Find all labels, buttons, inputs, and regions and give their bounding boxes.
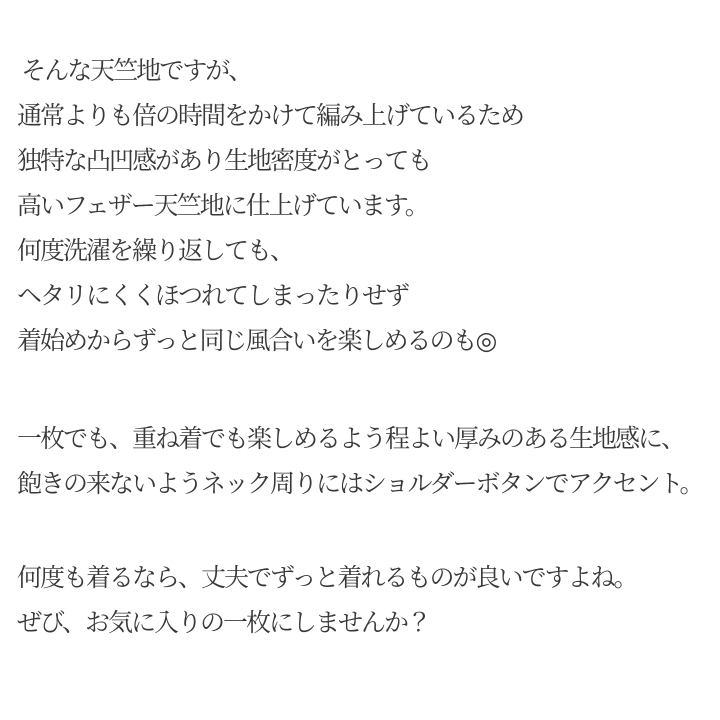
- paragraph-styling: [17, 417, 710, 507]
- text-line: 何度洗濯を繰り返しても、: [17, 238, 294, 265]
- text-line: 通常よりも倍の時間をかけて編み上げているため: [17, 103, 524, 130]
- text-line: 何度も着るなら、丈夫でずっと着れるものが良いですよね。: [17, 565, 637, 592]
- text-line: ヘタリにくくほつれてしまったりせず: [17, 283, 409, 310]
- text-line: 高いフェザー天竺地に仕上げています。: [17, 193, 428, 220]
- text-line: 独特な凸凹感があり生地密度がとっても: [17, 148, 431, 175]
- paragraph-closing: [17, 556, 710, 646]
- text-line: 飽きの来ないようネック周りにはショルダーボタンでアクセント。: [17, 471, 703, 498]
- text-line: そんな天竺地ですが、: [17, 58, 252, 85]
- text-line: 一枚でも、重ね着でも楽しめるよう程よい厚みのある生地感に、: [17, 426, 685, 453]
- text-line: ぜび、お気に入りの一枚にしませんか？: [17, 610, 431, 637]
- paragraph-fabric-quality: [17, 49, 710, 364]
- text-line: 着始めからずっと同じ風合いを楽しめるのも◎: [17, 328, 496, 355]
